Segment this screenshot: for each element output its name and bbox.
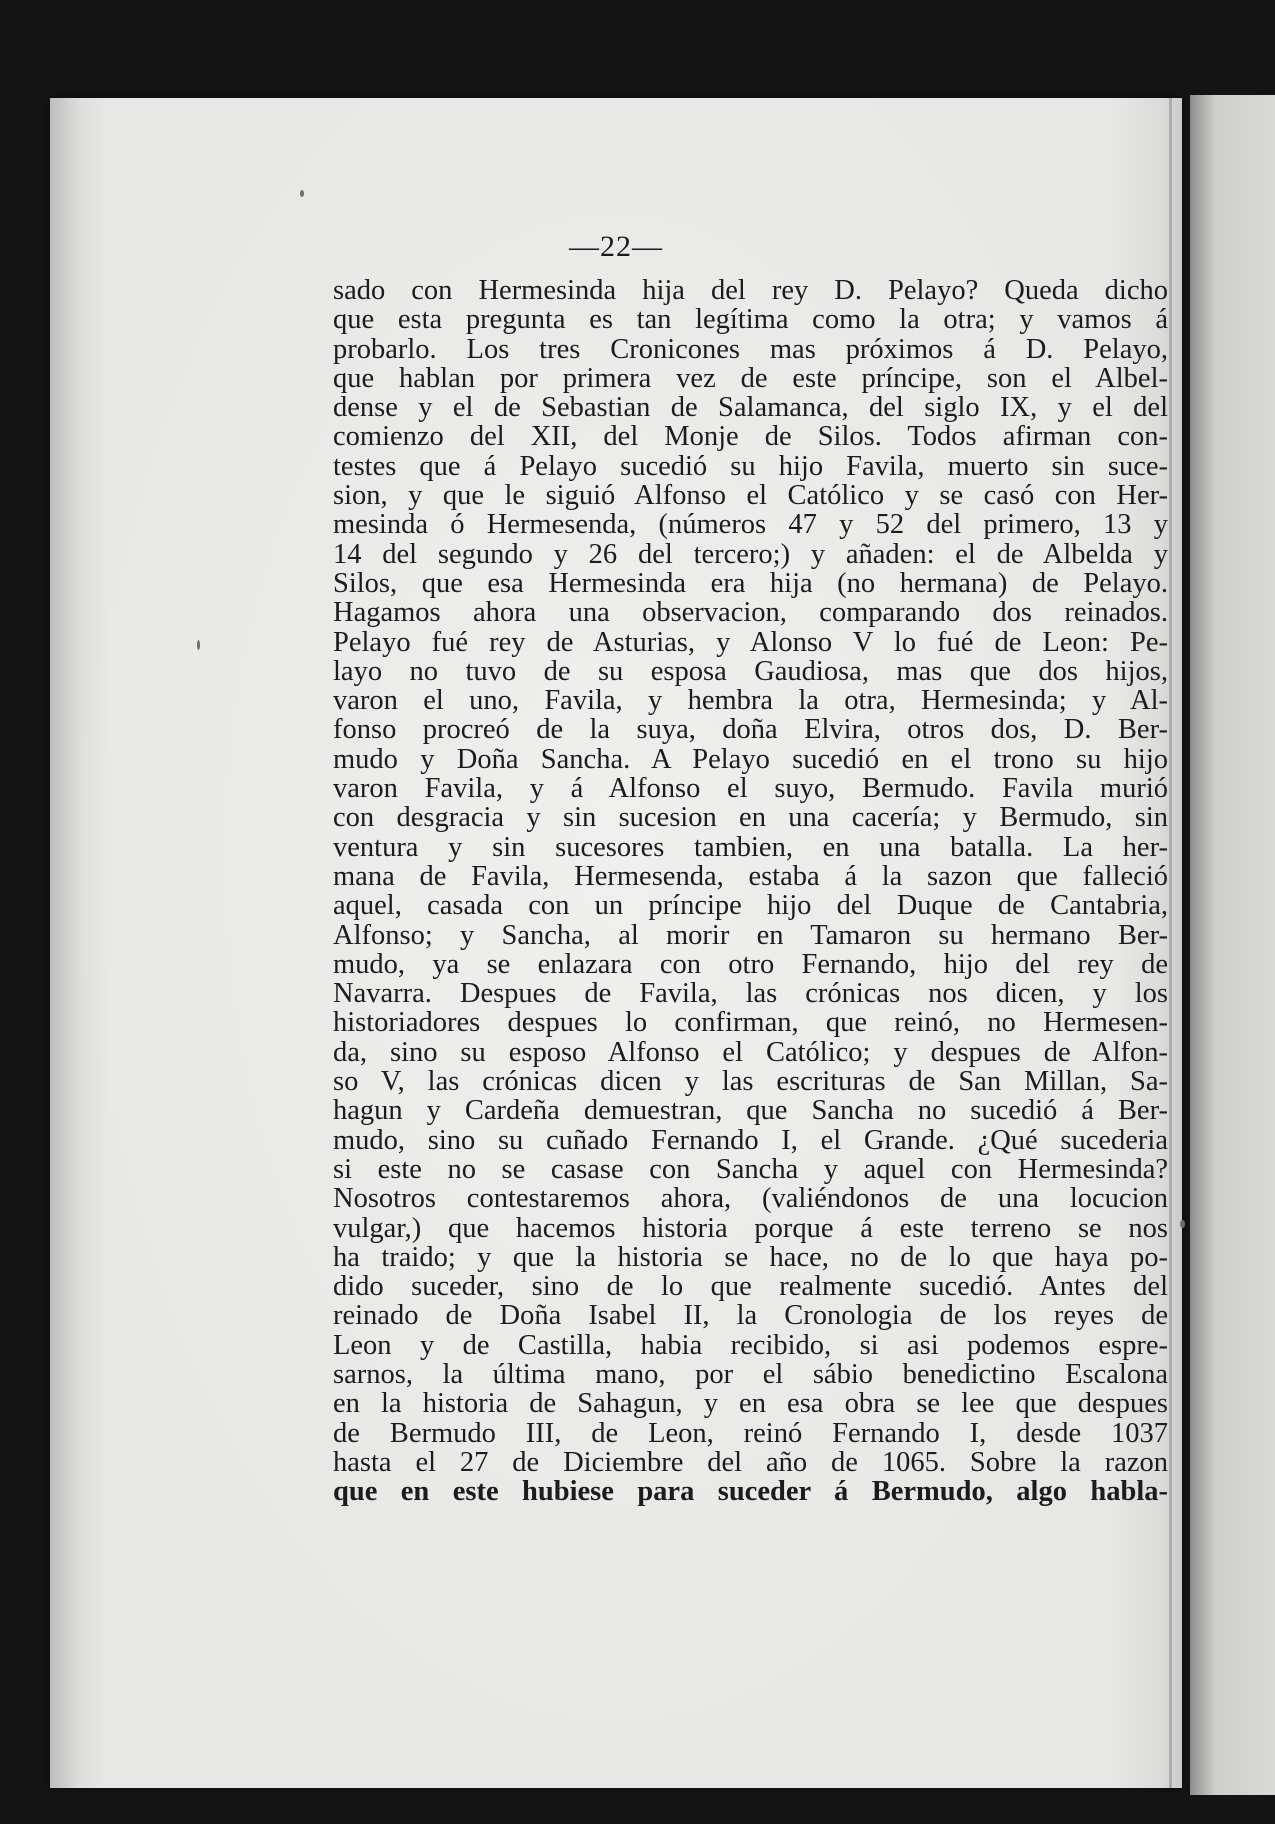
text-line: de Bermudo III, de Leon, reinó Fernando I, desde 1037 (333, 1417, 1168, 1449)
text-line: ventura y sin sucesores tambien, en una batalla. La her- (333, 831, 1168, 863)
text-line: sado con Hermesinda hija del rey D. Pelayo? Queda dicho (333, 275, 1168, 306)
text-line: Pelayo fué rey de Asturias, y Alonso V lo fué de Leon: Pe- (333, 626, 1168, 658)
text-line: con desgracia y sin sucesion en una cacería; y Bermudo, sin (333, 802, 1168, 834)
text-line: que esta pregunta es tan legítima como la otra; y vamos á (333, 304, 1168, 336)
text-line: en la historia de Sahagun, y en esa obra se lee que despues (333, 1388, 1168, 1420)
text-line: varon Favila, y á Alfonso el suyo, Bermudo. Favila murió (333, 773, 1168, 805)
text-line: hasta el 27 de Diciembre del año de 1065. Sobre la razon (333, 1446, 1168, 1478)
text-line: aquel, casada con un príncipe hijo del Duque de Cantabria, (333, 890, 1168, 922)
text-line: comienzo del XII, del Monje de Silos. Todos afirman con- (333, 421, 1168, 453)
text-line: si este no se casase con Sancha y aquel con Hermesinda? (333, 1153, 1168, 1185)
book-page (50, 98, 1182, 1788)
text-line: Hagamos ahora una observacion, comparando dos reinados. (333, 597, 1168, 629)
text-line: hagun y Cardeña demuestran, que Sancha no sucedió á Ber- (333, 1095, 1168, 1127)
text-line: da, sino su esposo Alfonso el Católico; y despues de Alfon- (333, 1036, 1168, 1068)
text-line: Silos, que esa Hermesinda era hija (no hermana) de Pelayo. (333, 567, 1168, 599)
text-line: so V, las crónicas dicen y las escrituras de San Millan, Sa- (333, 1066, 1168, 1098)
text-line: mudo, ya se enlazara con otro Fernando, hijo del rey de (333, 948, 1168, 980)
text-line: Navarra. Despues de Favila, las crónicas nos dicen, y los (333, 978, 1168, 1010)
text-line: que en este hubiese para suceder á Bermudo, algo habla- (333, 1476, 1168, 1508)
text-line: reinado de Doña Isabel II, la Cronologia de los reyes de (333, 1300, 1168, 1332)
text-line: fonso procreó de la suya, doña Elvira, otros dos, D. Ber- (333, 714, 1168, 746)
page-fold-shadow (1169, 98, 1172, 1788)
text-line: vulgar,) que hacemos historia porque á este terreno se nos (333, 1212, 1168, 1244)
page-number: —22— (569, 230, 663, 263)
text-line: ha traido; y que la historia se hace, no de lo que haya po- (333, 1241, 1168, 1273)
ink-speck (300, 190, 304, 197)
text-line: historiadores despues lo confirman, que reinó, no Hermesen- (333, 1007, 1168, 1039)
adjacent-page-edge (1190, 95, 1275, 1795)
ink-speck (197, 640, 200, 650)
text-line: 14 del segundo y 26 del tercero;) y añaden: el de Albelda y (333, 538, 1168, 570)
text-line: probarlo. Los tres Cronicones mas próximos á D. Pelayo, (333, 333, 1168, 365)
ink-speck (1180, 1220, 1185, 1228)
text-line: mana de Favila, Hermesenda, estaba á la sazon que falleció (333, 860, 1168, 892)
text-line: Alfonso; y Sancha, al morir en Tamaron su hermano Ber- (333, 919, 1168, 951)
text-line: dense y el de Sebastian de Salamanca, del siglo IX, y el del (333, 392, 1168, 424)
text-line: que hablan por primera vez de este príncipe, son el Albel- (333, 362, 1168, 394)
text-line: sion, y que le siguió Alfonso el Católico y se casó con Her- (333, 480, 1168, 512)
text-line: layo no tuvo de su esposa Gaudiosa, mas que dos hijos, (333, 655, 1168, 687)
text-line: Nosotros contestaremos ahora, (valiéndonos de una locucion (333, 1183, 1168, 1215)
text-line: testes que á Pelayo sucedió su hijo Favila, muerto sin suce- (333, 450, 1168, 482)
text-line: sarnos, la última mano, por el sábio benedictino Escalona (333, 1358, 1168, 1390)
body-text (333, 276, 1168, 1506)
text-line: dido suceder, sino de lo que realmente sucedió. Antes del (333, 1271, 1168, 1303)
text-line: Leon y de Castilla, habia recibido, si asi podemos espre- (333, 1329, 1168, 1361)
text-line: varon el uno, Favila, y hembra la otra, Hermesinda; y Al- (333, 685, 1168, 717)
text-line: mudo, sino su cuñado Fernando I, el Grande. ¿Qué sucederia (333, 1124, 1168, 1156)
text-line: mudo y Doña Sancha. A Pelayo sucedió en el trono su hijo (333, 743, 1168, 775)
text-line: mesinda ó Hermesenda, (números 47 y 52 del primero, 13 y (333, 509, 1168, 541)
